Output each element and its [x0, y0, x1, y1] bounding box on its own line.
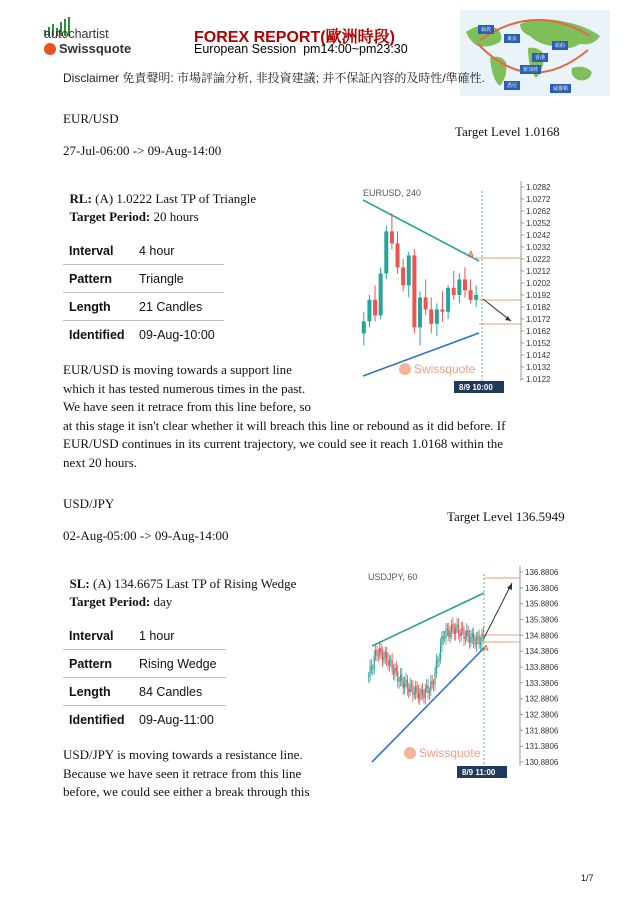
paragraph-line: USD/JPY is moving towards a resistance line. [63, 747, 303, 762]
candle-body [407, 680, 408, 689]
pair-name: EUR/USD [63, 111, 119, 126]
candle-body [455, 628, 456, 634]
candle-body [392, 660, 393, 671]
candle-body [480, 642, 481, 644]
candle-body [452, 624, 453, 629]
y-tick-label: 1.0272 [526, 195, 551, 204]
row-value: 4 hour [133, 237, 224, 265]
map-city-label: 東京 [504, 34, 520, 43]
candle-body [429, 691, 430, 693]
pair-name: USD/JPY [63, 496, 115, 511]
candle-body [459, 634, 460, 636]
candle-body [435, 309, 439, 323]
forecast-arrow [484, 583, 512, 638]
table-row [63, 678, 226, 706]
candle-body [407, 255, 411, 285]
row-value: 21 Candles [133, 293, 224, 321]
table-row [63, 237, 224, 265]
candle-body [437, 661, 438, 662]
candle-body [416, 686, 417, 691]
candle-body [384, 231, 388, 273]
row-key: Length [63, 678, 133, 706]
candle-body [371, 666, 372, 669]
candle-body [419, 694, 420, 699]
paragraph-line: next 20 hours. [63, 454, 138, 470]
y-tick-label: 1.0152 [526, 339, 551, 348]
candle-body [376, 650, 377, 654]
eurusd-chart-svg [355, 181, 570, 394]
candle-body [401, 675, 402, 682]
table-row [63, 321, 224, 349]
level-a-label: A [468, 250, 474, 259]
candle-body [418, 691, 419, 699]
candle-body [465, 637, 466, 639]
paragraph-line: which it has tested numerous times in the past. [63, 380, 306, 396]
target-period [63, 190, 199, 226]
candle-body [386, 652, 387, 660]
swissquote-mark-icon [44, 43, 56, 55]
candle-body [390, 660, 391, 661]
candle-body [479, 636, 480, 644]
forecast-arrow-head [507, 583, 512, 590]
row-value: Rising Wedge [133, 650, 226, 678]
y-tick-label: 1.0222 [526, 255, 551, 264]
candle-body [411, 685, 412, 686]
candle-body [447, 628, 448, 629]
y-tick-label: 135.8806 [525, 599, 559, 609]
y-tick-label: 136.8806 [525, 568, 559, 577]
candle-body [368, 676, 369, 677]
candle-body [412, 255, 416, 327]
row-value: 09-Aug-10:00 [139, 327, 215, 342]
candle-body [476, 638, 477, 646]
table-row [63, 706, 226, 734]
candle-body [375, 650, 376, 656]
disclaimer: Disclaimer 免責聲明: 市場評論分析, 非投資建議; 并不保証內容的及時性/準確性. [63, 71, 486, 85]
swissquote-watermark [404, 746, 481, 760]
y-tick-label: 1.0242 [526, 231, 551, 240]
paragraph-line: at this stage it isn't clear whether it will breach this line or rebound as it did before. If [63, 417, 506, 433]
y-tick-label: 1.0252 [526, 219, 551, 228]
candle-body [408, 689, 409, 692]
row-key: Identified [69, 712, 125, 727]
time-label: 8/9 10:00 [459, 383, 493, 392]
map-city-label: 威靈頓 [550, 84, 571, 93]
y-tick-label: 1.0132 [526, 363, 551, 372]
candle-body [374, 656, 375, 668]
candle-body [429, 309, 433, 323]
target-level: Target Level 1.0168 [455, 124, 560, 139]
y-tick-label: 133.8806 [525, 663, 559, 672]
autochartist-logo [38, 16, 148, 42]
y-tick-label: 1.0162 [526, 327, 551, 336]
swissquote-watermark [399, 362, 476, 376]
candle-body [457, 279, 461, 295]
candle-body [379, 648, 380, 655]
candle-body [396, 243, 400, 267]
usdjpy-chart [360, 566, 575, 779]
candle-body [397, 671, 398, 682]
target-period-value: 20 hours [150, 209, 199, 224]
candle-body [470, 637, 471, 643]
y-tick-label: 1.0192 [526, 291, 551, 300]
period-range: 27-Jul-06:00 -> 09-Aug-14:00 [63, 143, 222, 158]
y-tick-label: 135.3806 [525, 615, 559, 625]
support-trendline [372, 648, 484, 762]
candle-body [372, 668, 373, 669]
candle-body [451, 624, 452, 632]
candle-body [425, 688, 426, 697]
row-key: Length [63, 293, 133, 321]
candle-body [433, 683, 434, 684]
candle-body [422, 689, 423, 695]
candle-body [469, 636, 470, 643]
target-period [63, 575, 172, 611]
candle-body [424, 297, 428, 309]
chart-title: USDJPY, 60 [368, 572, 418, 582]
candle-body [443, 636, 444, 638]
candle-body [454, 629, 455, 634]
candle-body [452, 288, 456, 295]
candle-body [396, 668, 397, 672]
autochartist-wordmark: autochartist [44, 27, 109, 41]
candle-body [379, 273, 383, 315]
target-period-label: Target Period: [69, 594, 151, 609]
candle-body [421, 689, 422, 693]
row-key: Interval [63, 237, 133, 265]
y-tick-label: 134.8806 [525, 631, 559, 641]
target-level: Target Level 136.5949 [447, 509, 565, 524]
svg-text:Swissquote: Swissquote [419, 746, 481, 760]
candle-body [389, 660, 390, 665]
table-row [63, 293, 224, 321]
candle-body [463, 279, 467, 290]
table-row [63, 650, 226, 678]
analysis-paragraph [63, 746, 353, 802]
candle-body [439, 659, 440, 661]
candle-body [463, 630, 464, 639]
svg-text:Swissquote: Swissquote [414, 362, 476, 376]
paragraph-line: We have seen it retrace from this line before, so [63, 399, 312, 414]
candle-body [403, 681, 404, 688]
candle-body [444, 638, 445, 639]
table-row [63, 265, 224, 293]
swissquote-logo [44, 42, 154, 58]
candle-body [412, 686, 413, 695]
row-value: 84 Candles [133, 678, 226, 706]
candle-body [427, 686, 428, 693]
candle-body [440, 645, 441, 659]
row-value: 1 hour [133, 622, 226, 650]
map-city-label: 香港 [532, 53, 548, 62]
candle-body [432, 681, 433, 683]
y-tick-label: 1.0212 [526, 267, 551, 276]
candle-body [462, 628, 463, 629]
candle-body [393, 671, 394, 674]
candle-body [410, 685, 411, 692]
level-type: RL: [69, 191, 92, 206]
candle-body [381, 648, 382, 652]
swissquote-wordmark: Swissquote [59, 41, 132, 56]
candle-body [398, 681, 399, 682]
page-number: 1/7 [581, 873, 594, 883]
candle-body [450, 632, 451, 637]
candle-body [448, 630, 449, 637]
paragraph-line: Because we have seen it retrace from this line [63, 765, 302, 781]
level-description: (A) 1.0222 Last TP of Triangle [91, 191, 257, 206]
y-tick-label: 1.0202 [526, 279, 551, 288]
y-tick-label: 1.0182 [526, 303, 551, 312]
candle-body [466, 630, 467, 637]
candle-body [446, 288, 450, 312]
candle-body [423, 696, 424, 698]
paragraph-line: EUR/USD is moving towards a support line [63, 362, 292, 377]
row-key: Pattern [63, 650, 133, 678]
candle-body [434, 673, 435, 684]
target-period-label: Target Period: [69, 209, 151, 224]
y-tick-label: 1.0122 [526, 375, 551, 384]
candle-body [473, 633, 474, 641]
resistance-trendline [372, 593, 484, 646]
candle-body [414, 693, 415, 695]
candle-body [458, 625, 459, 634]
candle-body [400, 675, 401, 681]
report-title: FOREX REPORT(歐洲時段) [194, 29, 395, 46]
candle-body [472, 633, 473, 637]
level-type: SL: [69, 576, 90, 591]
y-tick-label: 134.3806 [525, 647, 559, 657]
candle-body [430, 681, 431, 690]
candle-body [369, 666, 370, 676]
pattern-info-table [63, 622, 226, 733]
period-range: 02-Aug-05:00 -> 09-Aug-14:00 [63, 528, 229, 543]
map-city-label: 倫敦 [478, 25, 494, 34]
candle-body [474, 295, 478, 300]
map-city-label: 悉尼 [504, 81, 520, 90]
level-description: (A) 134.6675 Last TP of Rising Wedge [89, 576, 297, 591]
candle-body [382, 652, 383, 661]
y-tick-label: 131.8806 [525, 726, 559, 736]
candle-body [378, 655, 379, 656]
candle-body [469, 290, 473, 300]
candle-body [373, 300, 377, 316]
paragraph-line: before, we could see either a break through this [63, 784, 310, 799]
candle-body [418, 297, 422, 327]
row-value: Triangle [133, 265, 224, 293]
y-tick-label: 132.3806 [525, 710, 559, 720]
y-tick-label: 133.3806 [525, 678, 559, 688]
candle-body [445, 628, 446, 637]
candle-body [390, 231, 394, 243]
paragraph-line: EUR/USD continues in its current trajectory, we could see it reach 1.0168 within the [63, 436, 503, 451]
table-row [63, 622, 226, 650]
candle-body [404, 683, 405, 689]
y-tick-label: 1.0142 [526, 351, 551, 360]
chart-title: EURUSD, 240 [363, 188, 422, 198]
usdjpy-chart-svg [360, 566, 575, 779]
map-city-label: 紐約 [552, 41, 568, 50]
y-tick-label: 1.0282 [526, 183, 551, 192]
resistance-trendline [363, 200, 479, 261]
y-tick-label: 1.0172 [526, 315, 551, 324]
candle-body [401, 267, 405, 285]
candle-body [383, 657, 384, 660]
candle-body [362, 321, 366, 333]
eurusd-chart [355, 181, 570, 394]
candle-body [468, 630, 469, 636]
pattern-info-table [63, 237, 224, 348]
candle-body [426, 686, 427, 688]
candle-body [415, 686, 416, 693]
y-tick-label: 130.8806 [525, 758, 559, 767]
candle-body [477, 636, 478, 637]
y-tick-label: 132.8806 [525, 694, 559, 704]
candle-body [456, 625, 457, 628]
candle-body [461, 628, 462, 636]
candle-body [367, 300, 371, 322]
candle-body [387, 659, 388, 665]
candle-body [474, 642, 475, 646]
row-key: Identified [69, 327, 125, 342]
level-a-label: A [483, 644, 489, 653]
y-tick-label: 1.0232 [526, 243, 551, 252]
row-value: 09-Aug-11:00 [139, 712, 214, 727]
session-time: European Session pm14:00~pm23:30 [194, 42, 408, 56]
candle-body [440, 309, 444, 311]
row-key: Interval [63, 622, 133, 650]
candle-body [394, 668, 395, 674]
time-label: 8/9 11:00 [462, 768, 496, 777]
candle-body [405, 680, 406, 683]
target-period-value: day [150, 594, 173, 609]
map-city-label: 新加坡 [520, 65, 541, 74]
y-tick-label: 1.0262 [526, 207, 551, 216]
candle-body [385, 652, 386, 657]
candle-body [441, 636, 442, 645]
candle-body [436, 661, 437, 673]
y-tick-label: 136.3806 [525, 583, 559, 593]
y-tick-label: 131.3806 [525, 742, 559, 752]
row-key: Pattern [63, 265, 133, 293]
